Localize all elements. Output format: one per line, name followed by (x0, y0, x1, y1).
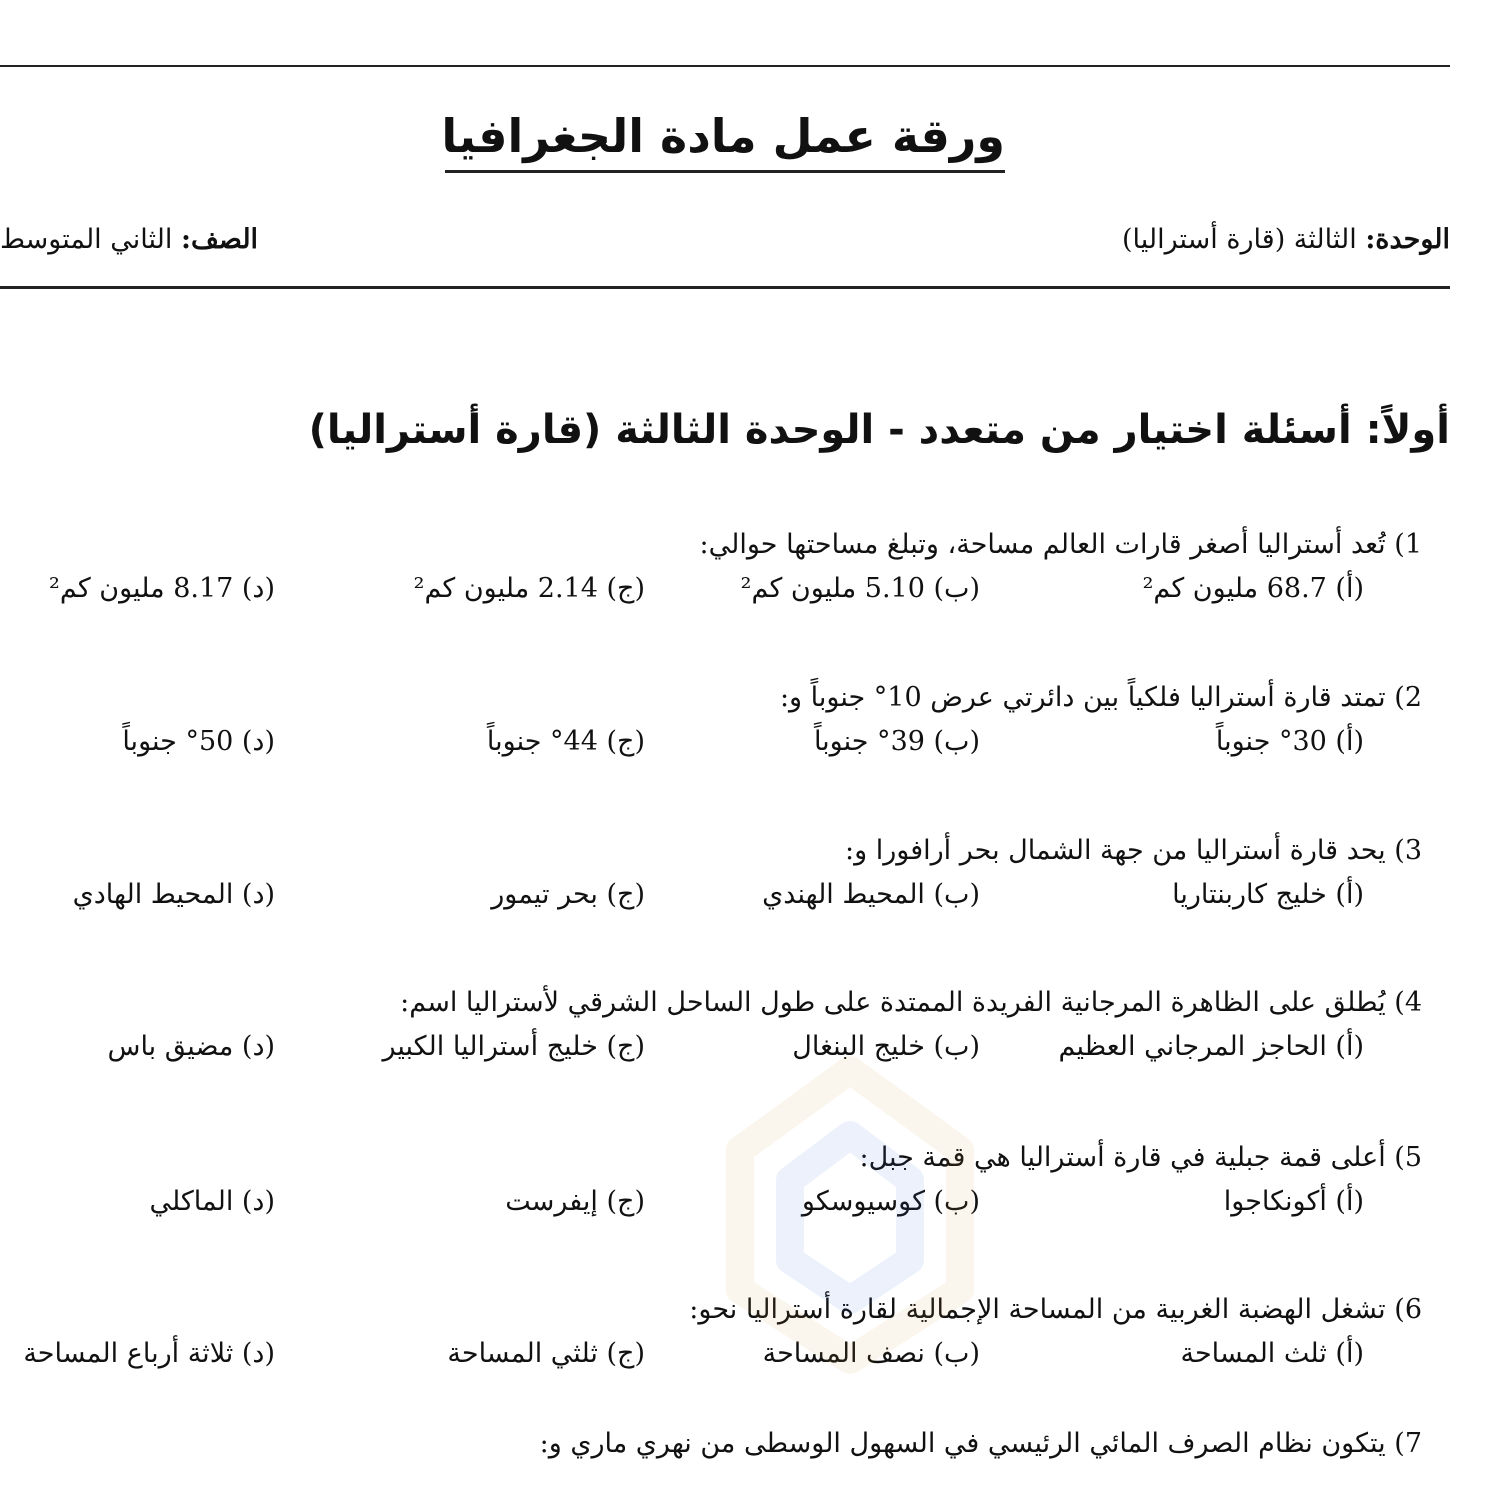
option-b: (ب) خليج البنغال (792, 1031, 980, 1062)
top-divider (0, 65, 1450, 67)
grade-label: الصف: (180, 224, 259, 255)
option-b: (ب) نصف المساحة (762, 1338, 980, 1369)
question-text: 1) تُعد أستراليا أصغر قارات العالم مساحة، وتبلغ مساحتها حوالي: (699, 529, 1422, 560)
unit-info (1122, 218, 1450, 262)
option-a: (أ) خليج كاربنتاريا (1172, 879, 1364, 910)
option-a: (أ) الحاجز المرجاني العظيم (1058, 1031, 1364, 1062)
unit-value: الثالثة (قارة أستراليا) (1121, 224, 1366, 255)
option-c: (ج) بحر تيمور (491, 879, 645, 910)
question-text: 5) أعلى قمة جبلية في قارة أستراليا هي قمة جبل: (859, 1142, 1422, 1173)
grade-info (0, 218, 258, 262)
option-b: (ب) المحيط الهندي (762, 879, 980, 910)
question-2 (0, 678, 1500, 788)
options-row (0, 720, 1500, 764)
option-b: (ب) 39° جنوباً (813, 726, 980, 757)
watermark-logo-icon (700, 1030, 1000, 1390)
option-d: (د) مضيق باس (107, 1031, 275, 1062)
question-text: 7) يتكون نظام الصرف المائي الرئيسي في السهول الوسطى من نهري ماري و: (539, 1428, 1422, 1459)
option-a: (أ) 30° جنوباً (1215, 726, 1364, 757)
option-d: (د) 50° جنوباً (122, 726, 275, 757)
option-d: (د) الماكلي (149, 1186, 275, 1217)
document-title: ورقة عمل مادة الجغرافيا (441, 109, 1005, 163)
option-d: (د) ثلاثة أرباع المساحة (23, 1338, 275, 1369)
grade-value: الثاني المتوسط (0, 224, 181, 255)
options-row (0, 873, 1500, 917)
option-b: (ب) 5.10 مليون كم² (740, 573, 980, 604)
option-c: (ج) 2.14 مليون كم² (413, 573, 645, 604)
question-3 (0, 831, 1500, 941)
option-a: (أ) أكونكاجوا (1223, 1186, 1364, 1217)
option-b: (ب) كوسيوسكو (801, 1186, 980, 1217)
title-underline (445, 170, 1005, 173)
option-d: (د) 8.17 مليون كم² (49, 573, 275, 604)
section-heading: أولاً: أسئلة اختيار من متعدد - الوحدة الثالثة (قارة أستراليا) (308, 407, 1450, 453)
unit-label: الوحدة: (1365, 224, 1450, 255)
option-c: (ج) إيفرست (505, 1186, 645, 1217)
question-text: 4) يُطلق على الظاهرة المرجانية الفريدة الممتدة على طول الساحل الشرقي لأستراليا اسم: (400, 987, 1422, 1018)
option-c: (ج) خليج أستراليا الكبير (382, 1031, 645, 1062)
options-row (0, 567, 1500, 611)
question-1 (0, 525, 1500, 635)
question-text: 2) تمتد قارة أستراليا فلكياً بين دائرتي عرض 10° جنوباً و: (779, 682, 1422, 713)
option-a: (أ) ثلث المساحة (1180, 1338, 1364, 1369)
option-a: (أ) 68.7 مليون كم² (1142, 573, 1364, 604)
option-c: (ج) ثلثي المساحة (447, 1338, 645, 1369)
question-7 (0, 1424, 1500, 1500)
info-row (0, 218, 1450, 262)
info-divider (0, 286, 1450, 289)
question-text: 6) تشغل الهضبة الغربية من المساحة الإجمالية لقارة أستراليا نحو: (689, 1294, 1422, 1325)
option-c: (ج) 44° جنوباً (486, 726, 645, 757)
option-d: (د) المحيط الهادي (72, 879, 275, 910)
question-text: 3) يحد قارة أستراليا من جهة الشمال بحر أرافورا و: (845, 835, 1422, 866)
